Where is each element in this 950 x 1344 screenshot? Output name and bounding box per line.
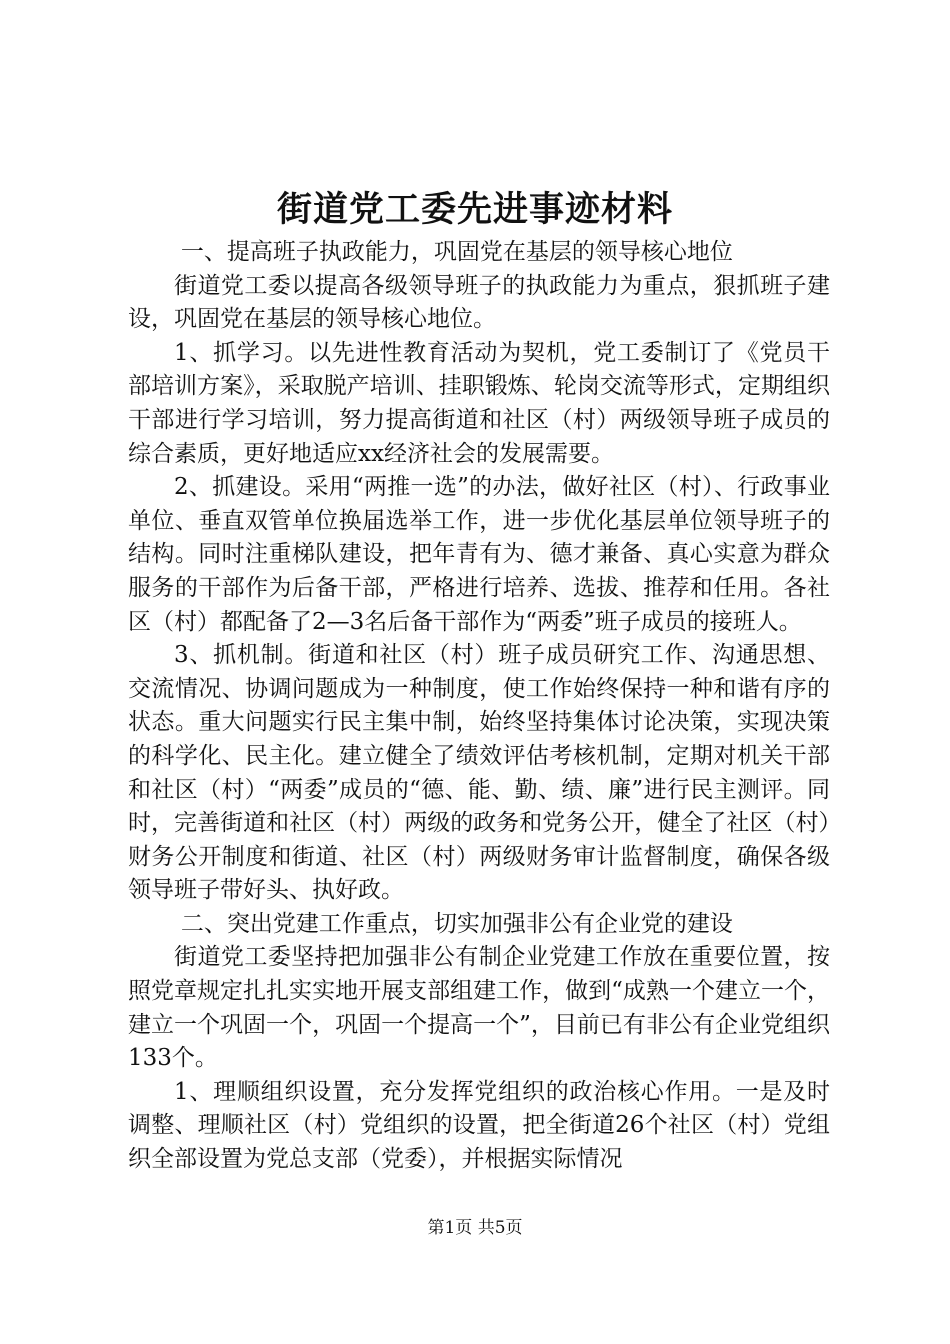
body-paragraph: 1、理顺组织设置，充分发挥党组织的政治核心作用。一是及时调整、理顺社区（村）党组织的设置，把全街道26个社区（村）党组织全部设置为党总支部（党委），并根据实际情况 <box>128 1078 830 1173</box>
body-paragraph: 3、抓机制。街道和社区（村）班子成员研究工作、沟通思想、交流情况、协调问题成为一种制度，使工作始终保持一种和谐有序的状态。重大问题实行民主集中制，始终坚持集体讨论决策，实现决策的科学化、民主化。建立健全了绩效评估考核机制，定期对机关干部和社区（村）“两委”成员的“德、能、勤、绩、廉”进行民主测评。同时，完善街道和社区（村）两级的政务和党务公开，健全了社区（村）财务公开制度和街道、社区（村）两级财务审计监督制度，确保各级领导班子带好头、执好政。 <box>128 642 830 904</box>
section-heading: 二、突出党建工作重点，切实加强非公有企业党的建设 <box>180 910 733 937</box>
page-footer: 第1页 共5页 <box>427 1218 523 1238</box>
document-body <box>128 236 830 1177</box>
body-paragraph: 街道党工委以提高各级领导班子的执政能力为重点，狠抓班子建设，巩固党在基层的领导核心地位。 <box>128 272 830 333</box>
document-title: 街道党工委先进事迹材料 <box>276 189 673 230</box>
section-heading: 一、提高班子执政能力，巩固党在基层的领导核心地位 <box>180 239 733 265</box>
body-paragraph: 街道党工委坚持把加强非公有制企业党建工作放在重要位置，按照党章规定扎扎实实地开展支部组建工作，做到“成熟一个建立一个，建立一个巩固一个，巩固一个提高一个”，目前已有非公有企业党组织133个。 <box>128 944 830 1072</box>
body-paragraph: 1、抓学习。以先进性教育活动为契机，党工委制订了《党员干部培训方案》，采取脱产培训、挂职锻炼、轮岗交流等形式，定期组织干部进行学习培训，努力提高街道和社区（村）两级领导班子成员的综合素质，更好地适应xx经济社会的发展需要。 <box>128 339 830 467</box>
body-paragraph: 2、抓建设。采用“两推一选”的办法，做好社区（村）、行政事业单位、垂直双管单位换届选举工作，进一步优化基层单位领导班子的结构。同时注重梯队建设，把年青有为、德才兼备、真心实意为群众服务的干部作为后备干部，严格进行培养、选拔、推荐和任用。各社区（村）都配备了2—3名后备干部作为“两委”班子成员的接班人。 <box>128 474 830 635</box>
